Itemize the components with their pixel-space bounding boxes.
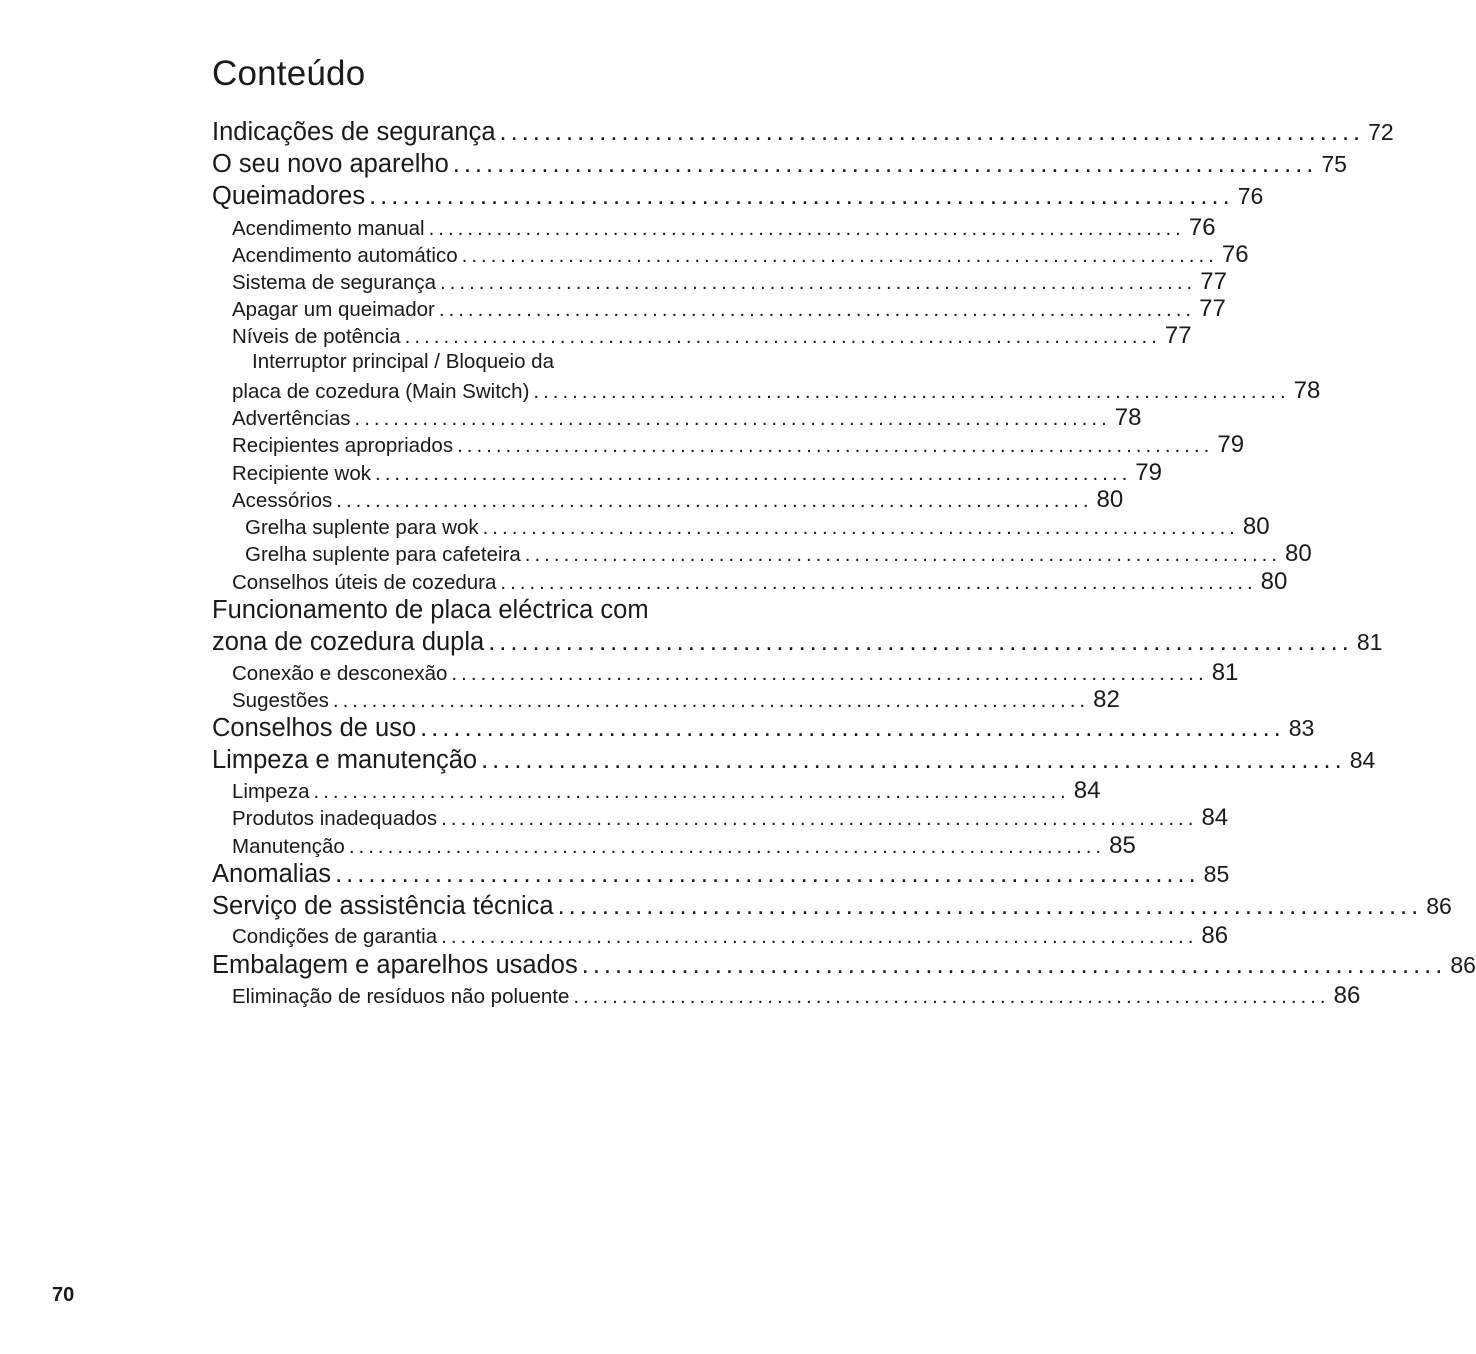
toc-leader-dots: .............................................................................. <box>482 516 1239 539</box>
toc-entry[interactable] <box>212 860 1230 889</box>
toc-entry-label: Serviço de assistência técnica <box>212 892 554 920</box>
toc-entry-page: 86 <box>1450 952 1476 978</box>
toc-entry[interactable] <box>212 659 1239 687</box>
toc-entry[interactable] <box>212 150 1347 179</box>
toc-entry-page: 82 <box>1093 686 1120 713</box>
toc-leader-dots: .............................................................................. <box>335 860 1200 888</box>
toc-entry-page: 75 <box>1321 151 1347 177</box>
toc-entry-label: Eliminação de resíduos não poluente <box>232 985 570 1008</box>
toc-entry[interactable] <box>212 214 1216 242</box>
toc-leader-dots: .............................................................................. <box>336 489 1093 512</box>
toc-leader-dots: .............................................................................. <box>581 951 1447 979</box>
toc-entry-page: 80 <box>1260 568 1288 595</box>
toc-entry-page: 84 <box>1073 777 1101 804</box>
toc-entry-label: Anomalias <box>212 860 332 888</box>
toc-leader-dots: .............................................................................. <box>481 746 1346 774</box>
toc-leader-dots: .............................................................................. <box>573 985 1330 1008</box>
toc-entry-page: 85 <box>1109 832 1136 859</box>
toc-entry[interactable] <box>212 295 1226 323</box>
toc-entry-page: 76 <box>1237 183 1264 209</box>
toc-entry-label: Recipientes apropriados <box>232 434 454 457</box>
toc-leader-dots: .............................................................................. <box>533 380 1290 403</box>
toc-entry[interactable] <box>212 951 1476 980</box>
toc-leader-dots: .............................................................................. <box>441 807 1198 830</box>
toc-leader-dots: .............................................................................. <box>313 780 1070 803</box>
toc-entry-label: Conexão e desconexão <box>232 662 448 685</box>
toc-entry-label: Acendimento automático <box>232 244 458 267</box>
toc-entry-page: 76 <box>1221 241 1249 268</box>
toc-entry-page: 76 <box>1188 214 1216 241</box>
toc-entry-page: 78 <box>1114 404 1142 431</box>
toc-leader-dots: .............................................................................. <box>348 835 1106 858</box>
toc-entry-page: 81 <box>1211 659 1239 686</box>
toc-entry-label-line1: Funcionamento de placa eléctrica com <box>212 596 649 624</box>
toc-leader-dots: .............................................................................. <box>461 244 1218 267</box>
toc-entry-label: O seu novo aparelho <box>212 150 449 178</box>
toc-leader-dots: .............................................................................. <box>524 543 1282 566</box>
toc-leader-dots: .............................................................................. <box>499 118 1365 146</box>
toc-leader-dots: .............................................................................. <box>488 628 1353 656</box>
toc-entry[interactable] <box>212 404 1142 432</box>
page-title: Conteúdo <box>212 54 366 93</box>
toc-entry-label: Conselhos úteis de cozedura <box>232 571 497 594</box>
toc-entry-label: Sistema de segurança <box>232 271 436 294</box>
toc-entry-page: 86 <box>1333 982 1361 1009</box>
toc-leader-dots: .............................................................................. <box>452 150 1318 178</box>
toc-leader-dots: .............................................................................. <box>369 182 1234 210</box>
toc-entry-label-line1: Interruptor principal / Bloqueio da <box>252 350 554 373</box>
toc-entry[interactable] <box>212 892 1452 921</box>
toc-leader-dots: .............................................................................. <box>404 325 1161 348</box>
toc-entry-label: Recipiente wok <box>232 462 372 485</box>
toc-leader-dots: .............................................................................. <box>500 571 1257 594</box>
toc-entry-label: Apagar um queimador <box>232 298 435 321</box>
toc-entry-page: 77 <box>1164 322 1192 349</box>
toc-leader-dots: .............................................................................. <box>557 892 1423 920</box>
toc-entry-page: 72 <box>1368 119 1394 145</box>
toc-leader-dots: .............................................................................. <box>332 689 1090 712</box>
toc-entry-label: Limpeza e manutenção <box>212 746 478 774</box>
toc-entry[interactable] <box>212 268 1227 296</box>
toc-entry-label: Limpeza <box>232 780 310 803</box>
toc-leader-dots: .............................................................................. <box>438 298 1196 321</box>
toc-entry-label: Acendimento manual <box>232 217 425 240</box>
toc-entry[interactable] <box>212 459 1162 487</box>
toc-entry-page: 86 <box>1426 893 1452 919</box>
toc-entry-page: 78 <box>1293 377 1321 404</box>
toc-entry-page: 77 <box>1199 295 1226 322</box>
toc-entry[interactable] <box>212 322 1192 350</box>
toc-entry-page: 80 <box>1285 540 1312 567</box>
toc-entry-page: 84 <box>1349 747 1376 773</box>
toc-entry[interactable] <box>212 982 1361 1010</box>
toc-entry[interactable] <box>212 804 1229 832</box>
toc-entry-label: Embalagem e aparelhos usados <box>212 951 578 979</box>
toc-leader-dots: .............................................................................. <box>354 407 1111 430</box>
toc-entry-label: Indicações de segurança <box>212 118 496 146</box>
toc-entry-label: Condições de garantia <box>232 925 438 948</box>
toc-entry-label: Conselhos de uso <box>212 714 417 742</box>
toc-entry-label: placa de cozedura (Main Switch) <box>232 380 530 403</box>
toc-entry[interactable] <box>212 568 1288 596</box>
toc-entry-page: 83 <box>1288 715 1315 741</box>
toc-entry-label: Sugestões <box>232 689 329 712</box>
toc-entry-label: Advertências <box>232 407 351 430</box>
toc-leader-dots: .............................................................................. <box>441 925 1198 948</box>
toc-entry-page: 77 <box>1200 268 1227 295</box>
toc-entry[interactable] <box>212 241 1249 269</box>
toc-leader-dots: .............................................................................. <box>457 434 1214 457</box>
toc-entry[interactable] <box>212 513 1270 541</box>
toc-leader-dots: .............................................................................. <box>428 217 1185 240</box>
toc-leader-dots: .............................................................................. <box>375 462 1132 485</box>
toc-entry-label: Níveis de potência <box>232 325 401 348</box>
toc-entry[interactable] <box>212 777 1101 805</box>
toc-entry[interactable] <box>212 746 1376 775</box>
toc-entry-label: Acessórios <box>232 489 333 512</box>
toc-entry-label: Produtos inadequados <box>232 807 438 830</box>
toc-entry-page: 86 <box>1201 922 1229 949</box>
page-number: 70 <box>52 1284 75 1306</box>
toc-entry[interactable] <box>212 540 1312 568</box>
toc-entry-page: 80 <box>1242 513 1270 540</box>
toc-leader-dots: .............................................................................. <box>439 271 1197 294</box>
toc-entry-label: Grelha suplente para cafeteira <box>245 543 521 566</box>
toc-entry[interactable] <box>212 628 1383 657</box>
toc-entry-label: Grelha suplente para wok <box>245 516 479 539</box>
toc-entry-label: zona de cozedura dupla <box>212 628 485 656</box>
toc-entry-page: 85 <box>1203 861 1230 887</box>
toc-entry[interactable] <box>212 714 1315 743</box>
toc-entry-page: 79 <box>1217 431 1245 458</box>
toc-entry[interactable] <box>212 182 1264 211</box>
toc-entry-page: 79 <box>1135 459 1162 486</box>
toc-leader-dots: .............................................................................. <box>451 662 1208 685</box>
toc-entry[interactable] <box>212 922 1229 950</box>
toc-entry-page: 81 <box>1356 629 1383 655</box>
toc-entry-page: 80 <box>1096 486 1124 513</box>
toc-entry[interactable] <box>212 686 1120 714</box>
toc-entry-label: Manutenção <box>232 835 345 858</box>
toc-leader-dots: .............................................................................. <box>420 714 1285 742</box>
toc-entry[interactable] <box>212 377 1321 405</box>
toc-entry[interactable] <box>212 486 1124 514</box>
toc-entry[interactable] <box>212 832 1136 860</box>
toc-entry[interactable] <box>212 431 1245 459</box>
toc-entry-label: Queimadores <box>212 182 366 210</box>
toc-entry-page: 84 <box>1201 804 1229 831</box>
toc-entry[interactable] <box>212 118 1394 147</box>
